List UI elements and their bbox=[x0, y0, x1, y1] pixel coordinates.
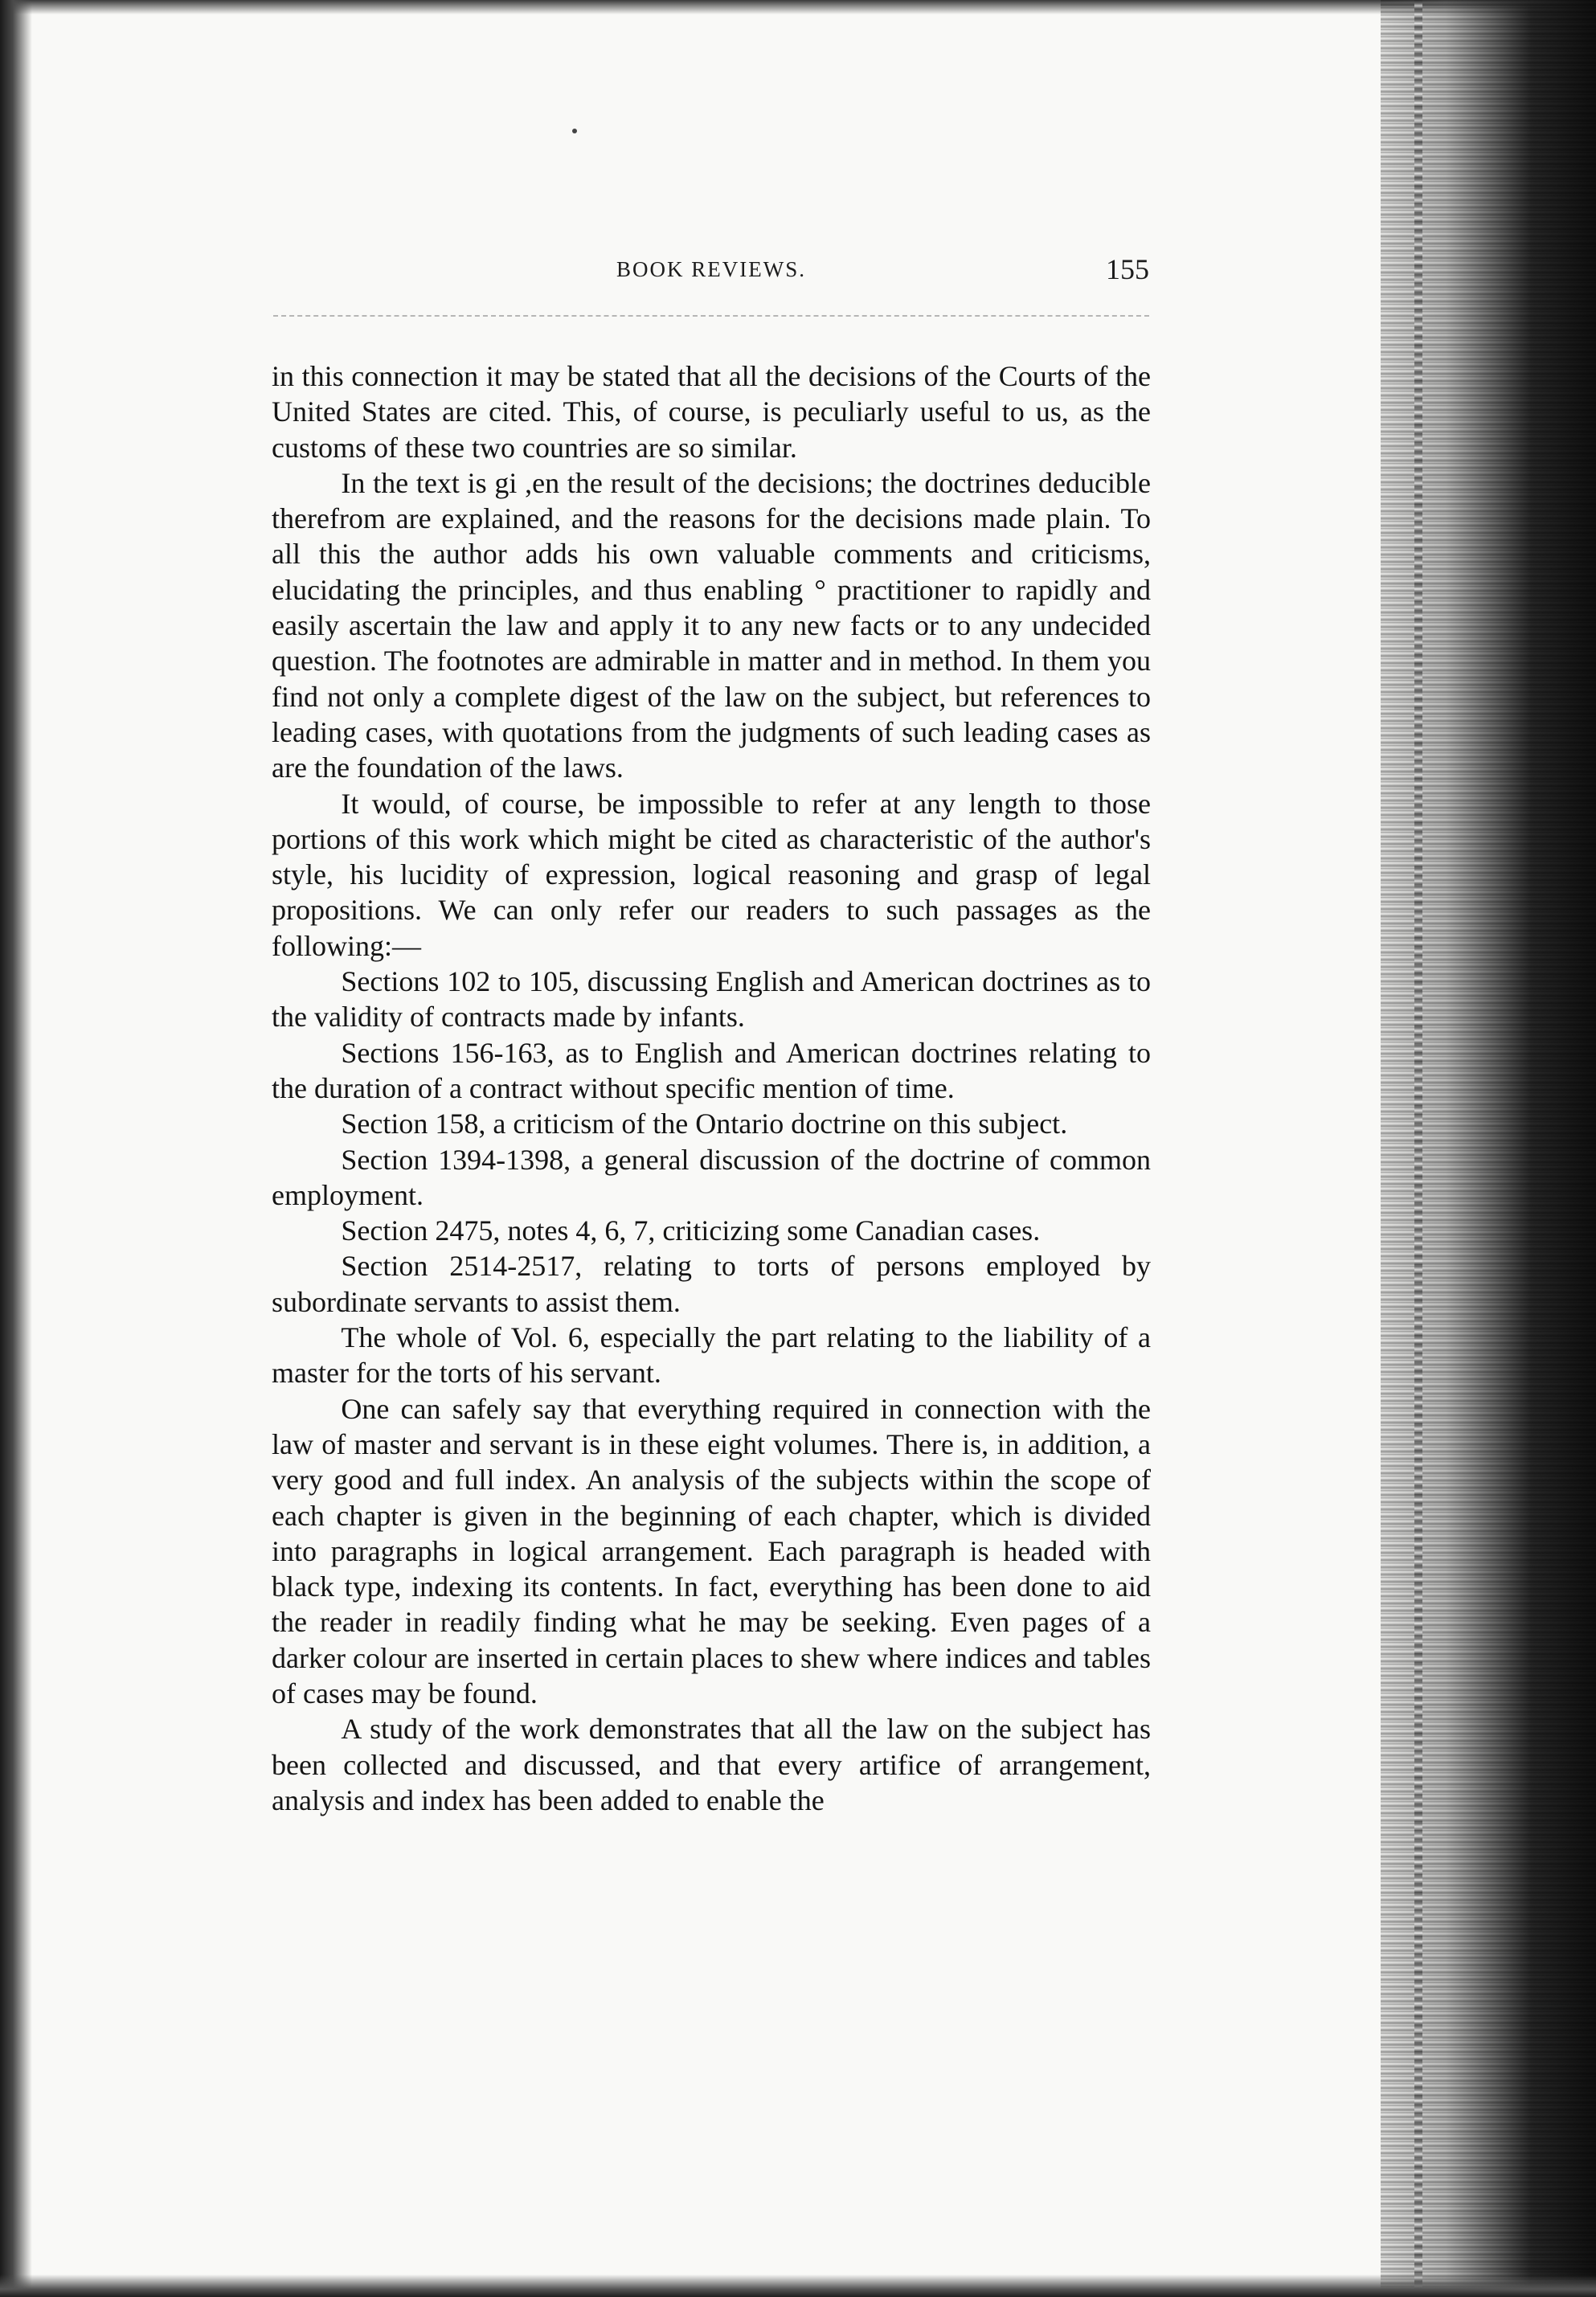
paragraph: in this connection it may be stated that all the decisions of the Courts of the United States are cited. This, of course, is peculiarly useful to us, as the customs of these two countries are so similar. bbox=[272, 360, 1151, 464]
list-item: Sections 102 to 105, discussing English and American doctrines as to the validity of contracts made by infants. bbox=[272, 965, 1151, 1034]
scan-edge-top bbox=[0, 0, 1596, 14]
list-item: Sections 156-163, as to English and American doctrines relating to the duration of a contract without specific mention of time. bbox=[272, 1036, 1151, 1104]
paragraph: One can safely say that everything required in connection with the law of master and servant is in these eight volumes. There is, in addition, a very good and full index. An analysis of the subjects within the scope of each chapter is given in the beginning of each chapter, which is divided into paragraphs in logical arrangement. Each paragraph is headed with black type, indexing its contents. In fact, everything has been done to aid the reader in readily finding what he may be seeking. Even pages of a darker colour are inserted in certain places to shew where indices and tables of cases may be found. bbox=[272, 1392, 1151, 1709]
page-edge-texture bbox=[1414, 0, 1422, 2297]
ink-speck bbox=[572, 129, 577, 133]
list-item: The whole of Vol. 6, especially the part relating to the liability of a master for the torts of his servant. bbox=[272, 1321, 1151, 1390]
list-item: Section 2514-2517, relating to torts of persons employed by subordinate servants to assist them. bbox=[272, 1250, 1151, 1318]
list-item: Section 158, a criticism of the Ontario doctrine on this subject. bbox=[341, 1108, 1068, 1140]
header-rule bbox=[273, 315, 1149, 317]
paragraph: It would, of course, be impossible to refer at any length to those portions of this work which might be cited as characteristic of the author's style, his lucidity of expression, logical reasoning and grasp of legal propositions. We can only refer our readers to such passages as the following:— bbox=[272, 787, 1151, 962]
scan-edge-left bbox=[0, 0, 32, 2297]
paragraph: In the text is gi ,en the result of the decisions; the doctrines deducible therefrom are explained, and the reasons for the decisions made plain. To all this the author adds his own valuable comments and criticisms, elucidating the principles, and thus enabling ° practitioner to rapidly and easily ascertain the law and apply it to any new facts or to any undecided question. The footnotes are admirable in matter and in method. In them you find not only a complete digest of the law on the subject, but references to leading cases, with quotations from the judgments of such leading cases as are the foundation of the laws. bbox=[272, 466, 1151, 784]
scan-edge-bottom bbox=[0, 2274, 1596, 2297]
list-item: Section 1394-1398, a general discussion of the doctrine of common employment. bbox=[272, 1143, 1151, 1211]
page-edge-right bbox=[1381, 0, 1596, 2297]
running-title: BOOK REVIEWS. bbox=[616, 257, 806, 281]
running-head bbox=[273, 253, 1149, 297]
page-number: 155 bbox=[1106, 253, 1149, 285]
list-item: Section 2475, notes 4, 6, 7, criticizing some Canadian cases. bbox=[341, 1214, 1041, 1247]
paragraph: A study of the work demonstrates that all the law on the subject has been collected and discussed, and that every artifice of arrangement, analysis and index has been added to enable the bbox=[272, 1713, 1151, 1816]
article-body bbox=[272, 358, 1151, 1818]
